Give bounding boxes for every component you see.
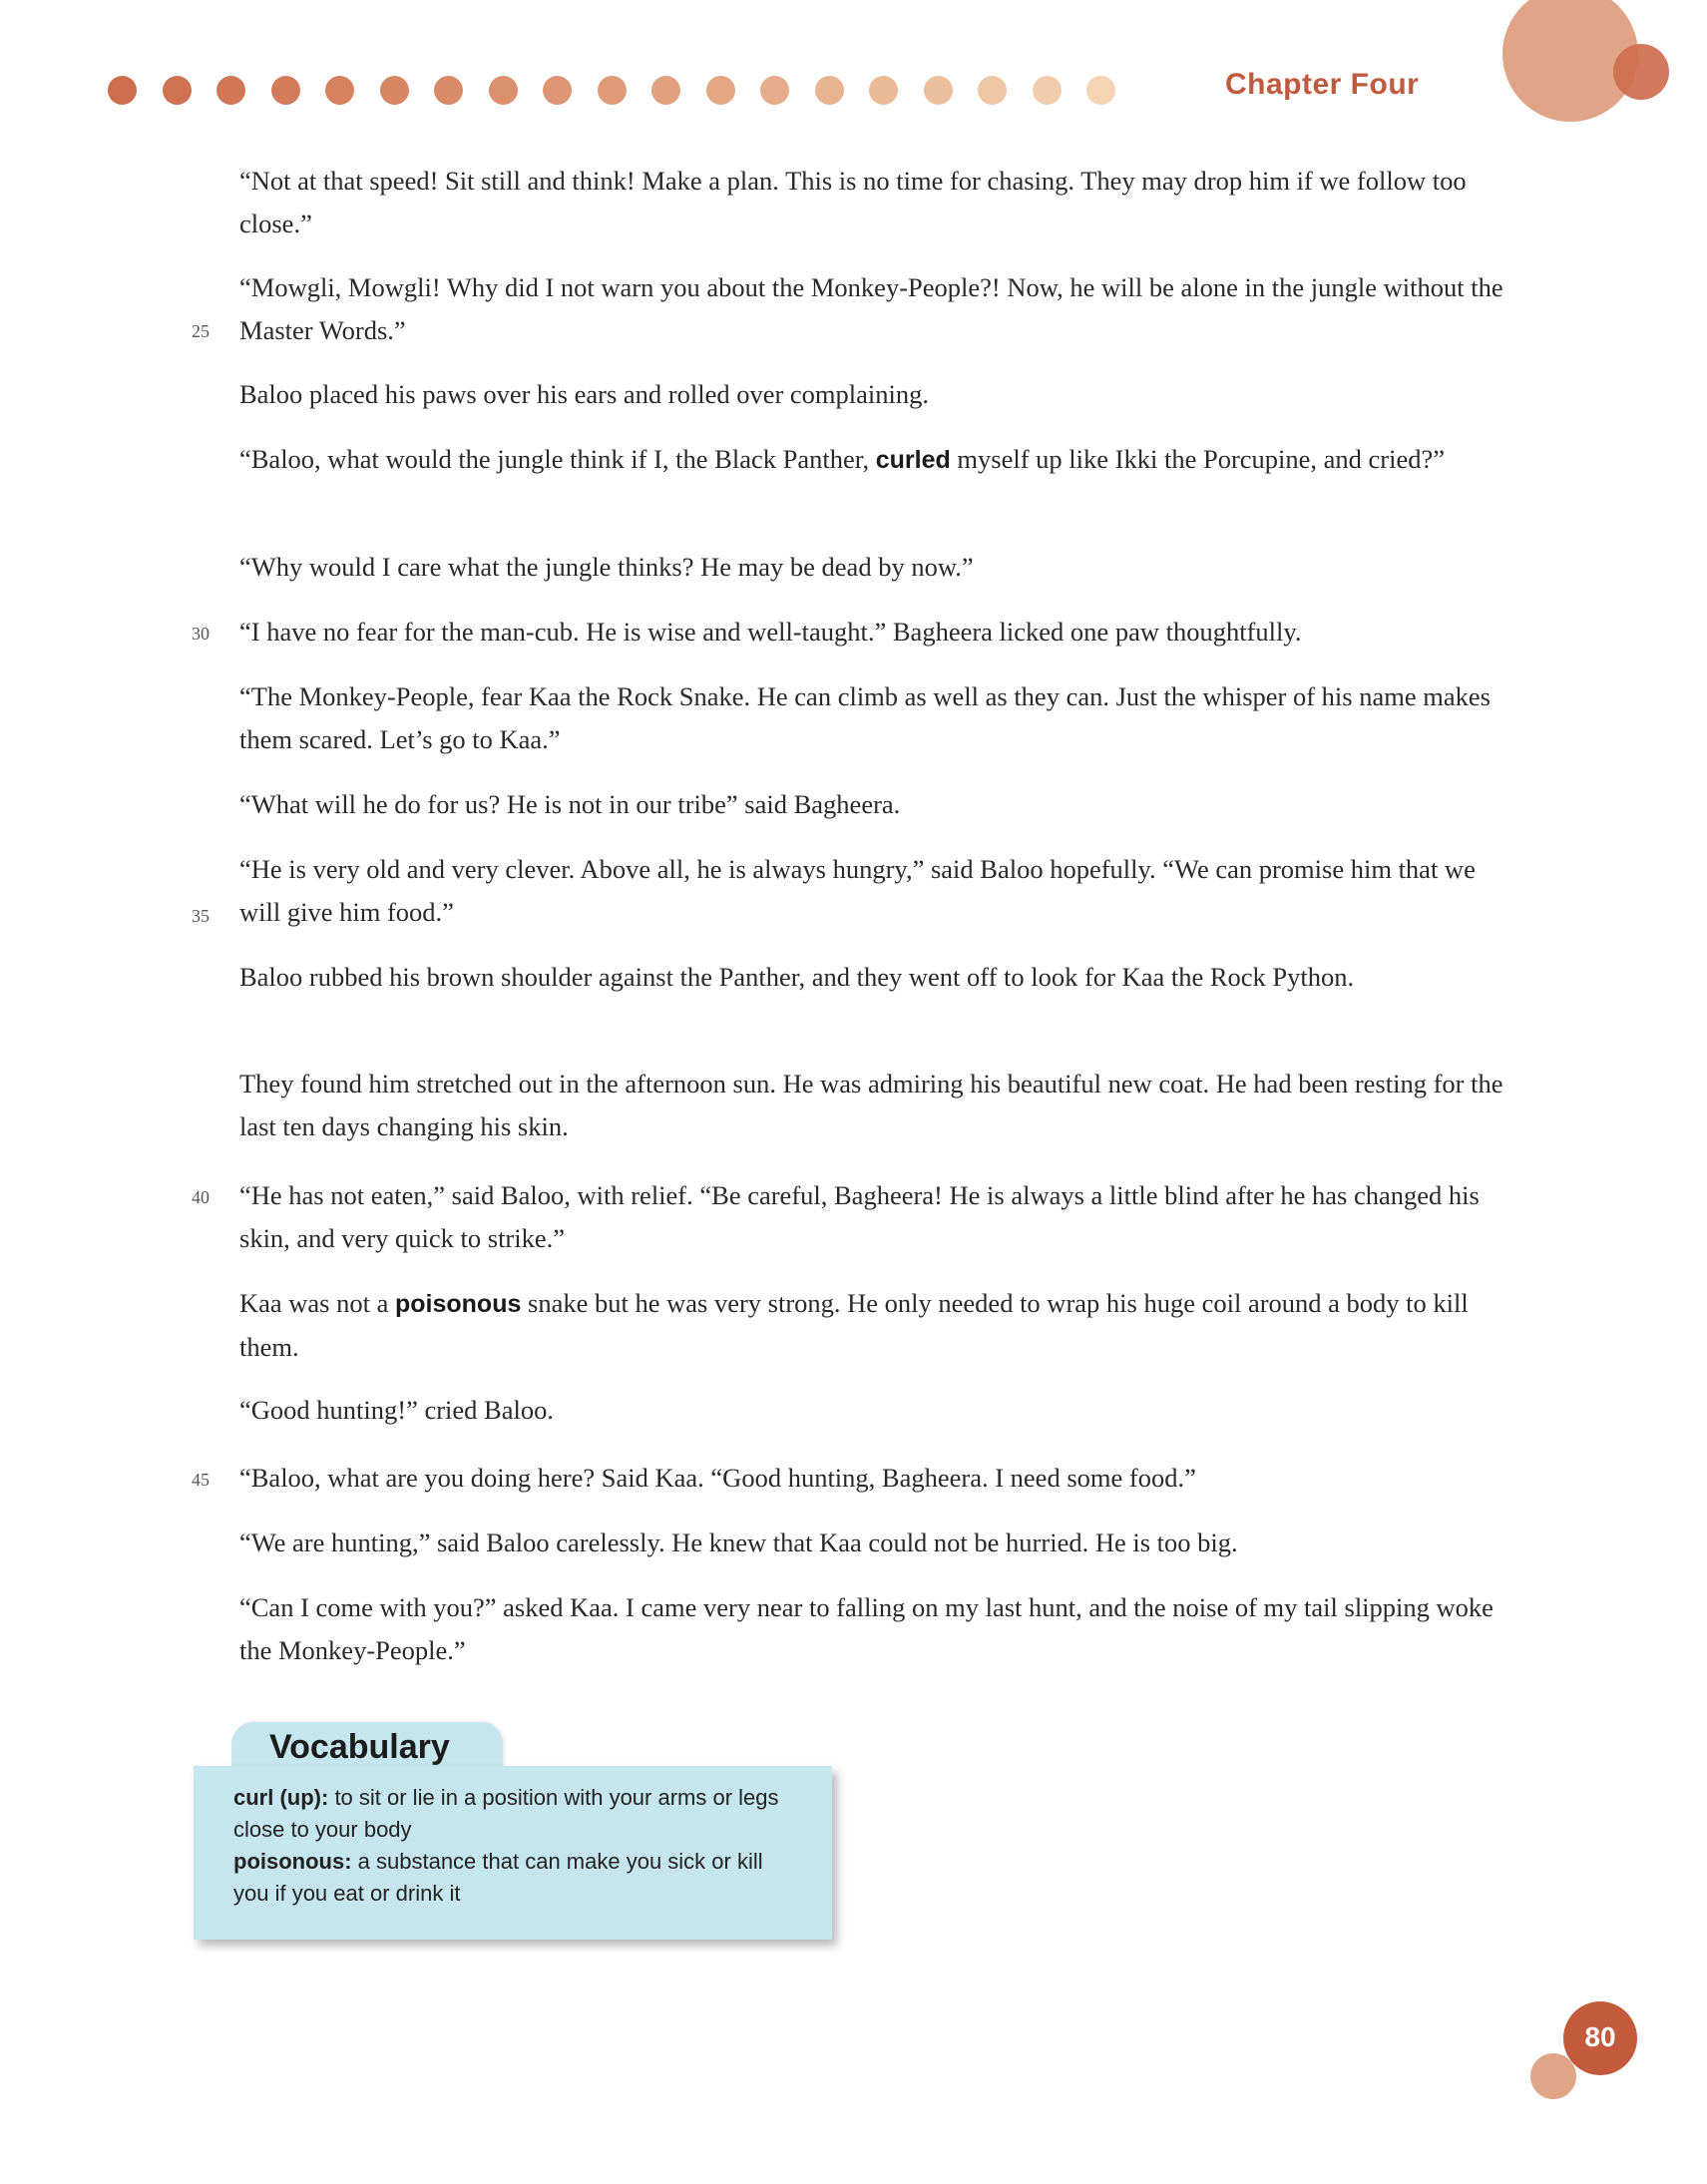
paragraph: “Good hunting!” cried Baloo.: [239, 1395, 554, 1425]
vocabulary-term: poisonous:: [233, 1849, 352, 1874]
vocabulary-entry: [233, 1782, 792, 1846]
line-number-25: 25: [192, 321, 210, 341]
page-number-small-circle: [1530, 2053, 1576, 2099]
header-dot: [869, 76, 898, 105]
paragraph: “Baloo, what are you doing here? Said Kaa. “Good hunting, Bagheera. I need some food.”: [239, 1463, 1196, 1493]
vocabulary-title: Vocabulary: [269, 1728, 450, 1766]
header-dot: [163, 76, 192, 105]
paragraph: “The Monkey-People, fear Kaa the Rock Snake. He can climb as well as they can. Just the whisper of his name makes them scared. Let’s go to Kaa.”: [239, 681, 1491, 754]
line-number-40: 40: [192, 1187, 210, 1207]
vocabulary-entry: [233, 1846, 792, 1910]
header-dot: [598, 76, 627, 105]
header-dot: [434, 76, 463, 105]
paragraph-with-vocab-word: [239, 438, 1506, 482]
paragraph: “Can I come with you?” asked Kaa. I came very near to falling on my last hunt, and the noise of my tail slipping woke the Monkey-People.”: [239, 1592, 1494, 1665]
header-dot: [489, 76, 518, 105]
paragraph: “Mowgli, Mowgli! Why did I not warn you about the Monkey-People?! Now, he will be alone in the jungle without the Master Words.”: [239, 272, 1503, 345]
header-dot: [924, 76, 953, 105]
line-number-30: 30: [192, 624, 210, 644]
paragraph: They found him stretched out in the afternoon sun. He was admiring his beautiful new coat. He had been resting for the last ten days changing his skin.: [239, 1069, 1503, 1141]
paragraph: “What will he do for us? He is not in our tribe” said Bagheera.: [239, 789, 901, 819]
paragraph: “Not at that speed! Sit still and think! Make a plan. This is no time for chasing. They may drop him if we follow too close.”: [239, 166, 1467, 238]
header-dot: [978, 76, 1007, 105]
vocab-word-curled: curled: [875, 446, 951, 474]
header-small-circle: [1613, 44, 1669, 100]
header-dot: [760, 76, 789, 105]
chapter-title: Chapter Four: [1225, 68, 1420, 101]
vocabulary-term: curl (up):: [233, 1785, 329, 1810]
header-dot: [108, 76, 137, 105]
paragraph-with-vocab-word: [239, 1282, 1506, 1369]
header-dot: [651, 76, 680, 105]
header-dot: [706, 76, 735, 105]
paragraph-text: “Baloo, what would the jungle think if I, the Black Panther,: [239, 444, 876, 474]
header-dot: [216, 76, 245, 105]
line-number-45: 45: [192, 1470, 210, 1490]
header-dot: [325, 76, 354, 105]
header-dot: [271, 76, 300, 105]
header-dot: [543, 76, 572, 105]
paragraph: “He is very old and very clever. Above all, he is always hungry,” said Baloo hopefully. “We can promise him that we will give him food.”: [239, 854, 1476, 927]
page-number: 80: [1584, 2021, 1616, 2052]
paragraph: “I have no fear for the man-cub. He is wise and well-taught.” Bagheera licked one paw thoughtfully.: [239, 617, 1302, 647]
paragraph: Baloo rubbed his brown shoulder against the Panther, and they went off to look for Kaa the Rock Python.: [239, 962, 1355, 992]
vocabulary-definition: to sit or lie in a position with your arms or legs close to your body: [233, 1785, 779, 1842]
header-dot: [1033, 76, 1062, 105]
header-dot: [815, 76, 844, 105]
vocabulary-definition: a substance that can make you sick or kill you if you eat or drink it: [233, 1849, 763, 1906]
paragraph-text: myself up like Ikki the Porcupine, and cried?”: [950, 444, 1446, 474]
header-dot: [380, 76, 409, 105]
paragraph: “We are hunting,” said Baloo carelessly. He knew that Kaa could not be hurried. He is too big.: [239, 1528, 1238, 1557]
line-number-35: 35: [192, 906, 210, 926]
paragraph: “He has not eaten,” said Baloo, with relief. “Be careful, Bagheera! He is always a little blind after he has changed his skin, and very quick to strike.”: [239, 1180, 1480, 1253]
paragraph-text: snake but he was very strong. He only needed to wrap his huge coil around a body to kill them.: [239, 1288, 1469, 1362]
paragraph: Baloo placed his paws over his ears and rolled over complaining.: [239, 379, 930, 409]
paragraph: “Why would I care what the jungle thinks? He may be dead by now.”: [239, 552, 974, 582]
header-dot: [1086, 76, 1115, 105]
paragraph-text: Kaa was not a: [239, 1288, 395, 1318]
vocab-word-poisonous: poisonous: [395, 1290, 522, 1318]
